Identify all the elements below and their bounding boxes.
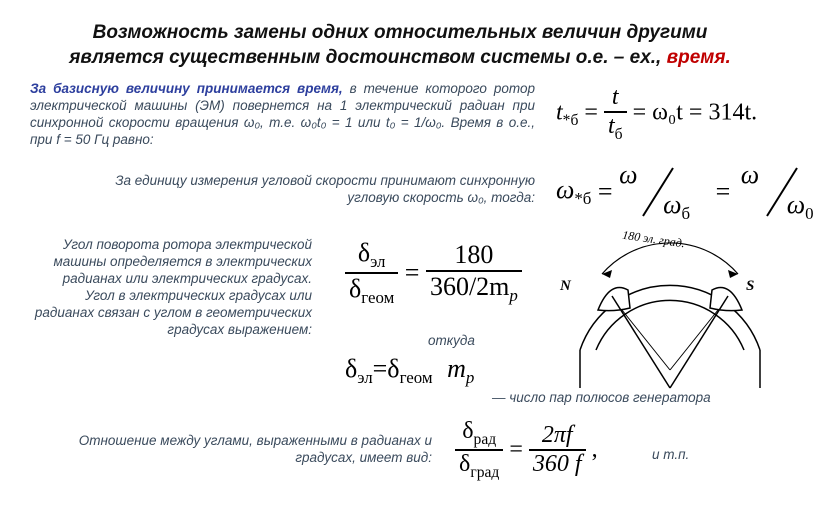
formula3-num: δ	[357, 238, 371, 267]
title-line-2	[30, 45, 770, 70]
block-base-time	[30, 80, 535, 148]
formula-angular-speed: $\omega_{*б}$ = ω $\omega_б$ = ω $\omega_0$	[556, 164, 827, 220]
formula-time-relative	[556, 84, 757, 144]
formula4-lhs-sub: эл	[357, 368, 373, 388]
formula3-rhs-den-sub: p	[509, 286, 518, 306]
formula3-den-sub: геом	[361, 288, 395, 308]
formula3-lhs-fraction	[345, 238, 398, 308]
formula4-rhs-sub: p	[465, 368, 475, 388]
formula5-num-sub: рад	[473, 430, 497, 448]
etc-label: и т.п.	[652, 447, 690, 462]
label-otkuda: откуда	[428, 333, 475, 348]
formula5-den-sub: град	[470, 463, 500, 481]
machine-pole-diagram	[550, 227, 780, 390]
formula1-den: t	[607, 113, 615, 139]
block-base-time-lead: За базисную величину принимается время,	[30, 81, 343, 96]
block-angular-speed: За единицу измерения угловой скорости принимают синхронную угловую скорость ω₀, тогда:	[115, 173, 535, 205]
formula2-slash-fraction-1	[619, 160, 709, 224]
angle-label: 180 эл. град.	[621, 227, 686, 251]
formula1-eq: =	[584, 99, 598, 126]
block-rad-deg: Отношение между углами, выраженными в радианах и градусах, имеет вид:	[78, 433, 432, 465]
formula2-den2-sub: 0	[805, 204, 814, 224]
pole-pairs-note: — число пар полюсов генератора	[492, 390, 711, 405]
title-line-1: Возможность замены одних относительных величин другими	[92, 22, 708, 43]
formula3-rhs-num: 180	[426, 240, 522, 272]
formula4-mid: =δ	[372, 354, 400, 383]
formula2-lhs: ω	[556, 174, 575, 204]
block-rotation-angle: Угол поворота ротора электрической машины определяется в электрических радианах или электрических градусах. Угол в электрических градусах или радианах связан с углом в геометрических градусах выражением:	[34, 237, 312, 337]
formula3-rhs-den: 360/2m	[429, 272, 510, 302]
formula-rad-deg: $\frac{\delta_{рад}}{\delta_{град}}$ = $\frac{2\pi f}{360 f}$ ,	[455, 418, 598, 482]
formula4-lhs: δ	[345, 354, 358, 383]
formula5-rhs-fraction	[529, 422, 586, 478]
formula1-fraction	[604, 84, 627, 144]
formula-angle-ratio: $\frac{\delta_{эл}}{\delta_{геом}}$ = $\frac{180}{360/2m_p}$	[345, 238, 522, 308]
formula-angle-relation	[345, 354, 474, 388]
formula1-lhs-sub: *б	[562, 112, 579, 130]
formula5-rhs-den: 360 f	[532, 450, 582, 477]
formula2-num1: ω	[619, 160, 638, 189]
formula3-rhs-fraction	[426, 240, 522, 306]
formula1-lhs: t	[556, 99, 563, 126]
formula3-num-sub: эл	[370, 252, 386, 272]
title-line-2-main: является существенным достоинством системы о.е. – ex.,	[69, 47, 662, 68]
pole-n-label: N	[560, 278, 571, 294]
formula4-rhs: m	[447, 354, 466, 383]
formula2-den1: ω	[663, 190, 682, 219]
slide-title	[30, 20, 770, 70]
formula5-rhs-num: 2πf	[541, 421, 573, 448]
formula1-den-sub: б	[614, 125, 623, 143]
title-highlight: время.	[666, 47, 731, 68]
pole-s-label: S	[746, 278, 755, 294]
block-base-time-text: в течение которого ротор электрической машины (ЭМ) повернется на 1 электрический радиан при синхронной скорости вращения ω₀, т.е. ω₀t₀ = 1 или t₀ = 1/ω₀. Время в о.е., при f = 50 Гц равно:	[30, 81, 535, 147]
formula1-rhs: = ω₀t = 314t.	[632, 99, 758, 126]
formula5-num: δ	[462, 418, 474, 444]
formula1-num: t	[611, 84, 619, 110]
formula2-slash-fraction-2	[737, 160, 827, 224]
formula5-lhs-fraction	[455, 418, 503, 482]
formula2-den1-sub: б	[681, 204, 691, 224]
formula2-den2: ω	[786, 190, 806, 219]
formula2-lhs-sub: *б	[574, 189, 592, 209]
formula5-den: δ	[459, 450, 471, 477]
formula2-num2: ω	[740, 160, 760, 189]
formula4-mid-sub: геом	[399, 368, 433, 388]
formula3-den: δ	[349, 274, 362, 304]
